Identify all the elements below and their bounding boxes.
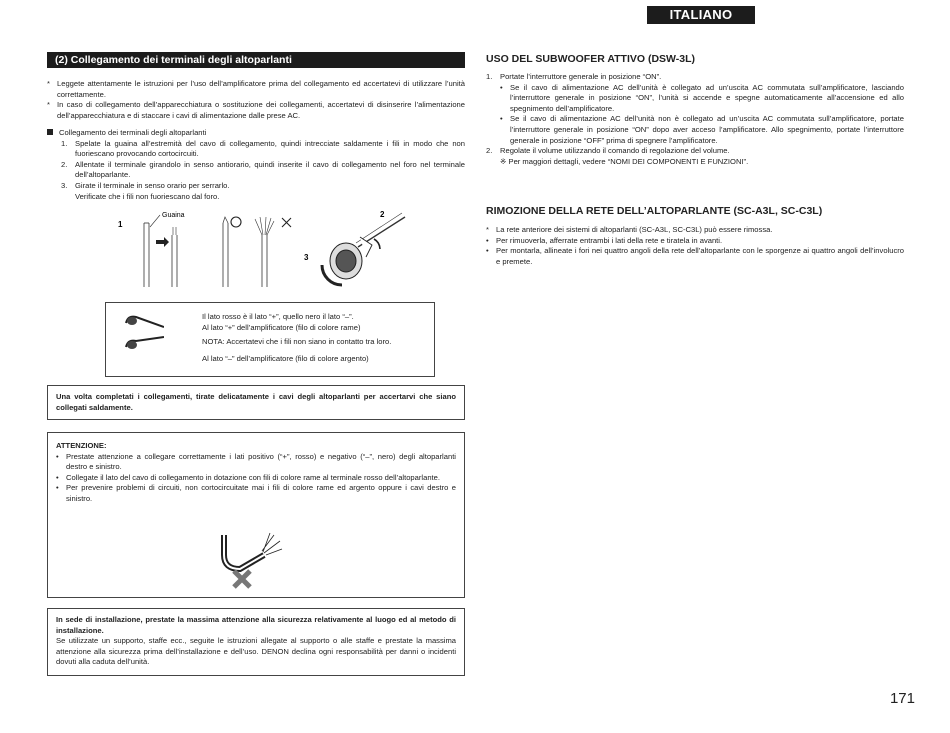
grille-block: [486, 225, 904, 267]
note-item: * In caso di collegamento dell’apparecchiatura o sostituzione dei collegamenti, accertatevi di disinserire l’alimentazione dell’apparecchiatura e di staccare i cavi di alimentazione dalle prese AC.: [47, 100, 465, 120]
square-bullet-icon: [47, 129, 53, 135]
wire-text-4: Al lato “–” dell’amplificatore (filo di colore argento): [202, 353, 369, 363]
ok-circle-icon: [231, 217, 241, 227]
grille-note: * La rete anteriore dei sistemi di altoparlanti (SC-A3L, SC-C3L) può essere rimossa.: [486, 225, 773, 234]
section-title: (2) Collegamento dei terminali degli altoparlanti: [47, 52, 465, 68]
pull-check-box: Una volta completati i collegamenti, tirate delicatamente i cavi degli altoparlanti per accertarvi che siano collegati saldamente.: [47, 385, 465, 420]
connect-steps: [47, 128, 465, 202]
figure-label-3: 3: [304, 253, 309, 262]
arrow-right-icon: [156, 237, 169, 247]
subwoofer-steps: [486, 72, 904, 167]
ng-cross-icon: [282, 218, 291, 227]
step-item: 3. Girate il terminale in senso orario per serrarlo.: [61, 180, 230, 190]
grille-heading: RIMOZIONE DELLA RETE DELL’ALTOPARLANTE (SC-A3L, SC-C3L): [486, 205, 823, 217]
sheath-label: Guaina: [162, 212, 185, 219]
step-item: 2. Allentate il terminale girandolo in senso antiorario, quindi inserite il cavo di collegamento nel foro nel terminale dell’altoparlante.: [61, 159, 465, 180]
subwoofer-bullet: • Se il cavo di alimentazione AC dell’unità è collegato ad un’uscita AC commutata sull’amplificatore, lasciando l’interruttore generale in posizione “ON”, l’unità si accende e spegne automaticamente all’accensione ed allo spegnimento dell’amplificatore.: [500, 82, 904, 113]
caution-item: • Prestate attenzione a collegare correttamente i lati positivo (“+”, rosso) e negativo (“–”, nero) degli altoparlanti destro e sinistro.: [56, 451, 456, 472]
wire-info-box: [105, 302, 435, 377]
grille-bullet: • Per montarla, allineate i fori nei quattro angoli della rete dell’altoparlante con le sporgenze ai quattro angoli dell’involucro e premete.: [486, 246, 904, 266]
wire-note: NOTA: Accertatevi che i fili non siano in contatto tra loro.: [202, 337, 392, 347]
caution-title: ATTENZIONE:: [56, 441, 107, 450]
note-item: * Leggete attentamente le istruzioni per l’uso dell’amplificatore prima del collegamento ed accertatevi di utilizzare l’unità correttamente.: [47, 79, 465, 99]
installation-box: [47, 608, 465, 676]
wire-text-1: Il lato rosso è il lato “+”, quello nero il lato “–”.: [202, 312, 354, 321]
reference-note: ※ Per maggiori dettagli, vedere “NOMI DEI COMPONENTI E FUNZIONI”.: [500, 156, 749, 166]
reference-mark-icon: ※: [500, 156, 507, 166]
language-tab: ITALIANO: [647, 6, 755, 24]
wire-ends-icon: [124, 313, 164, 355]
figure-label-2: 2: [380, 210, 385, 219]
step-item: 2. Regolate il volume utilizzando il comando di regolazione del volume.: [486, 146, 730, 156]
page-number: 171: [889, 690, 915, 707]
wiring-illustration: [110, 205, 410, 297]
subwoofer-heading: USO DEL SUBWOOFER ATTIVO (DSW-3L): [486, 53, 696, 65]
installation-text: Se utilizzate un supporto, staffe ecc., seguite le istruzioni allegate al supporto o alle staffe e prestate la massima attenzione alla sicurezza prima dell’installazione e dell’uso. DENON declina ogni responsabilità per danni o incidenti dovuti alla caduta dell’unità.: [56, 636, 456, 667]
shorted-wires-warning-icon: [216, 525, 286, 591]
wire-text-2: Al lato “+” dell’amplificatore (filo di colore rame): [202, 322, 361, 332]
figure-label-1: 1: [118, 220, 123, 229]
connect-title: Collegamento dei terminali degli altoparlanti: [47, 128, 465, 139]
step-item: 1. Portate l’interruttore generale in posizione “ON”.: [486, 72, 662, 81]
installation-title: In sede di installazione, prestate la massima attenzione alla sicurezza relativamente al luogo ed al metodo di installazione.: [56, 615, 456, 635]
grille-bullet: • Per rimuoverla, afferrate entrambi i lati della rete e tiratela in avanti.: [486, 235, 723, 245]
step-note: Verificate che i fili non fuoriescano dal foro.: [75, 191, 220, 201]
wiring-figure: [110, 205, 410, 297]
caution-item: • Collegate il lato del cavo di collegamento in dotazione con fili di colore rame al terminale rosso dell’altoparlante.: [56, 472, 440, 482]
caution-box: [47, 432, 465, 598]
step-item: 1. Spelate la guaina all’estremità del cavo di collegamento, quindi intrecciate saldamente i fili in modo che non fuoriescano provocando cortocircuiti.: [61, 138, 465, 159]
notes-block: [47, 79, 465, 121]
caution-item: • Per prevenire problemi di circuiti, non cortocircuitate mai i fili di colore rame ed argento oppure i cavi destro e sinistro.: [56, 483, 456, 503]
subwoofer-bullet: • Se il cavo di alimentazione AC dell’unità non è collegato ad un’uscita AC commutata sull’amplificatore, portate l’interruttore generale in posizione “ON” dopo aver acceso l’amplificatore. Allo spegnimento, portate l’interruttore generale in posizione “OFF” prima di spegnere l’amplificatore.: [500, 114, 904, 145]
